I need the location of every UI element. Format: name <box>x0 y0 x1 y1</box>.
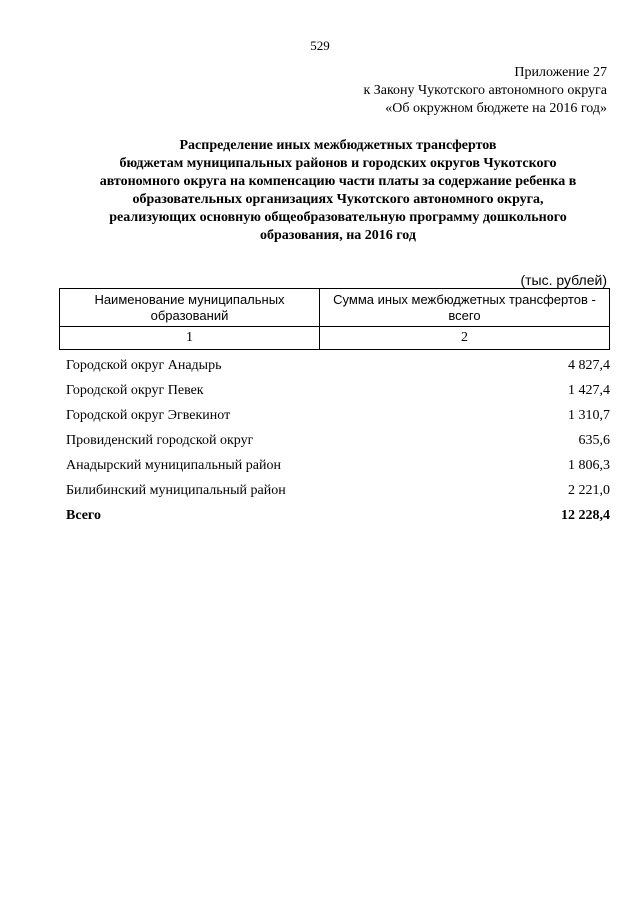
row-name: Провиденский городской округ <box>66 432 254 448</box>
column-header-amount: Сумма иных межбюджетных трансфертов - всего <box>320 289 610 327</box>
table-row <box>66 478 610 503</box>
units-label: (тыс. рублей) <box>520 272 607 288</box>
total-row <box>66 503 610 528</box>
column-number-2: 2 <box>320 327 610 350</box>
page-number: 529 <box>310 38 330 53</box>
appendix-line-3: «Об окружном бюджете на 2016 год» <box>385 101 607 116</box>
title-line-6: образования, на 2016 год <box>259 228 416 243</box>
table-row <box>66 378 610 403</box>
total-label: Всего <box>66 507 101 523</box>
title-line-2: бюджетам муниципальных районов и городских округов Чукотского <box>119 156 557 171</box>
total-value: 12 228,4 <box>561 507 610 523</box>
title-line-5: реализующих основную общеобразовательную программу дошкольного <box>109 210 567 225</box>
row-value: 1 310,7 <box>568 407 610 423</box>
row-name: Городской округ Эгвекинот <box>66 407 231 423</box>
appendix-line-2: к Закону Чукотского автономного округа <box>363 83 607 98</box>
row-name: Городской округ Анадырь <box>66 357 222 373</box>
document-title <box>60 137 616 245</box>
appendix-header <box>363 64 607 118</box>
row-value: 1 427,4 <box>568 382 610 398</box>
title-line-4: образовательных организациях Чукотского автономного округа, <box>132 192 544 207</box>
row-name: Анадырский муниципальный район <box>66 457 281 473</box>
row-value: 4 827,4 <box>568 357 610 373</box>
column-number-1: 1 <box>60 327 320 350</box>
table-row <box>66 353 610 378</box>
row-value: 2 221,0 <box>568 482 610 498</box>
row-value: 635,6 <box>578 432 610 448</box>
title-line-3: автономного округа на компенсацию части платы за содержание ребенка в <box>99 174 577 189</box>
column-header-name: Наименование муниципальных образований <box>60 289 320 327</box>
table-row <box>66 453 610 478</box>
appendix-line-1: Приложение 27 <box>514 65 607 80</box>
table-row <box>66 428 610 453</box>
table-body <box>66 353 610 528</box>
row-name: Городской округ Певек <box>66 382 204 398</box>
row-name: Билибинский муниципальный район <box>66 482 286 498</box>
title-line-1: Распределение иных межбюджетных трансфертов <box>179 138 497 153</box>
row-value: 1 806,3 <box>568 457 610 473</box>
table-row <box>66 403 610 428</box>
table-header <box>59 288 610 350</box>
